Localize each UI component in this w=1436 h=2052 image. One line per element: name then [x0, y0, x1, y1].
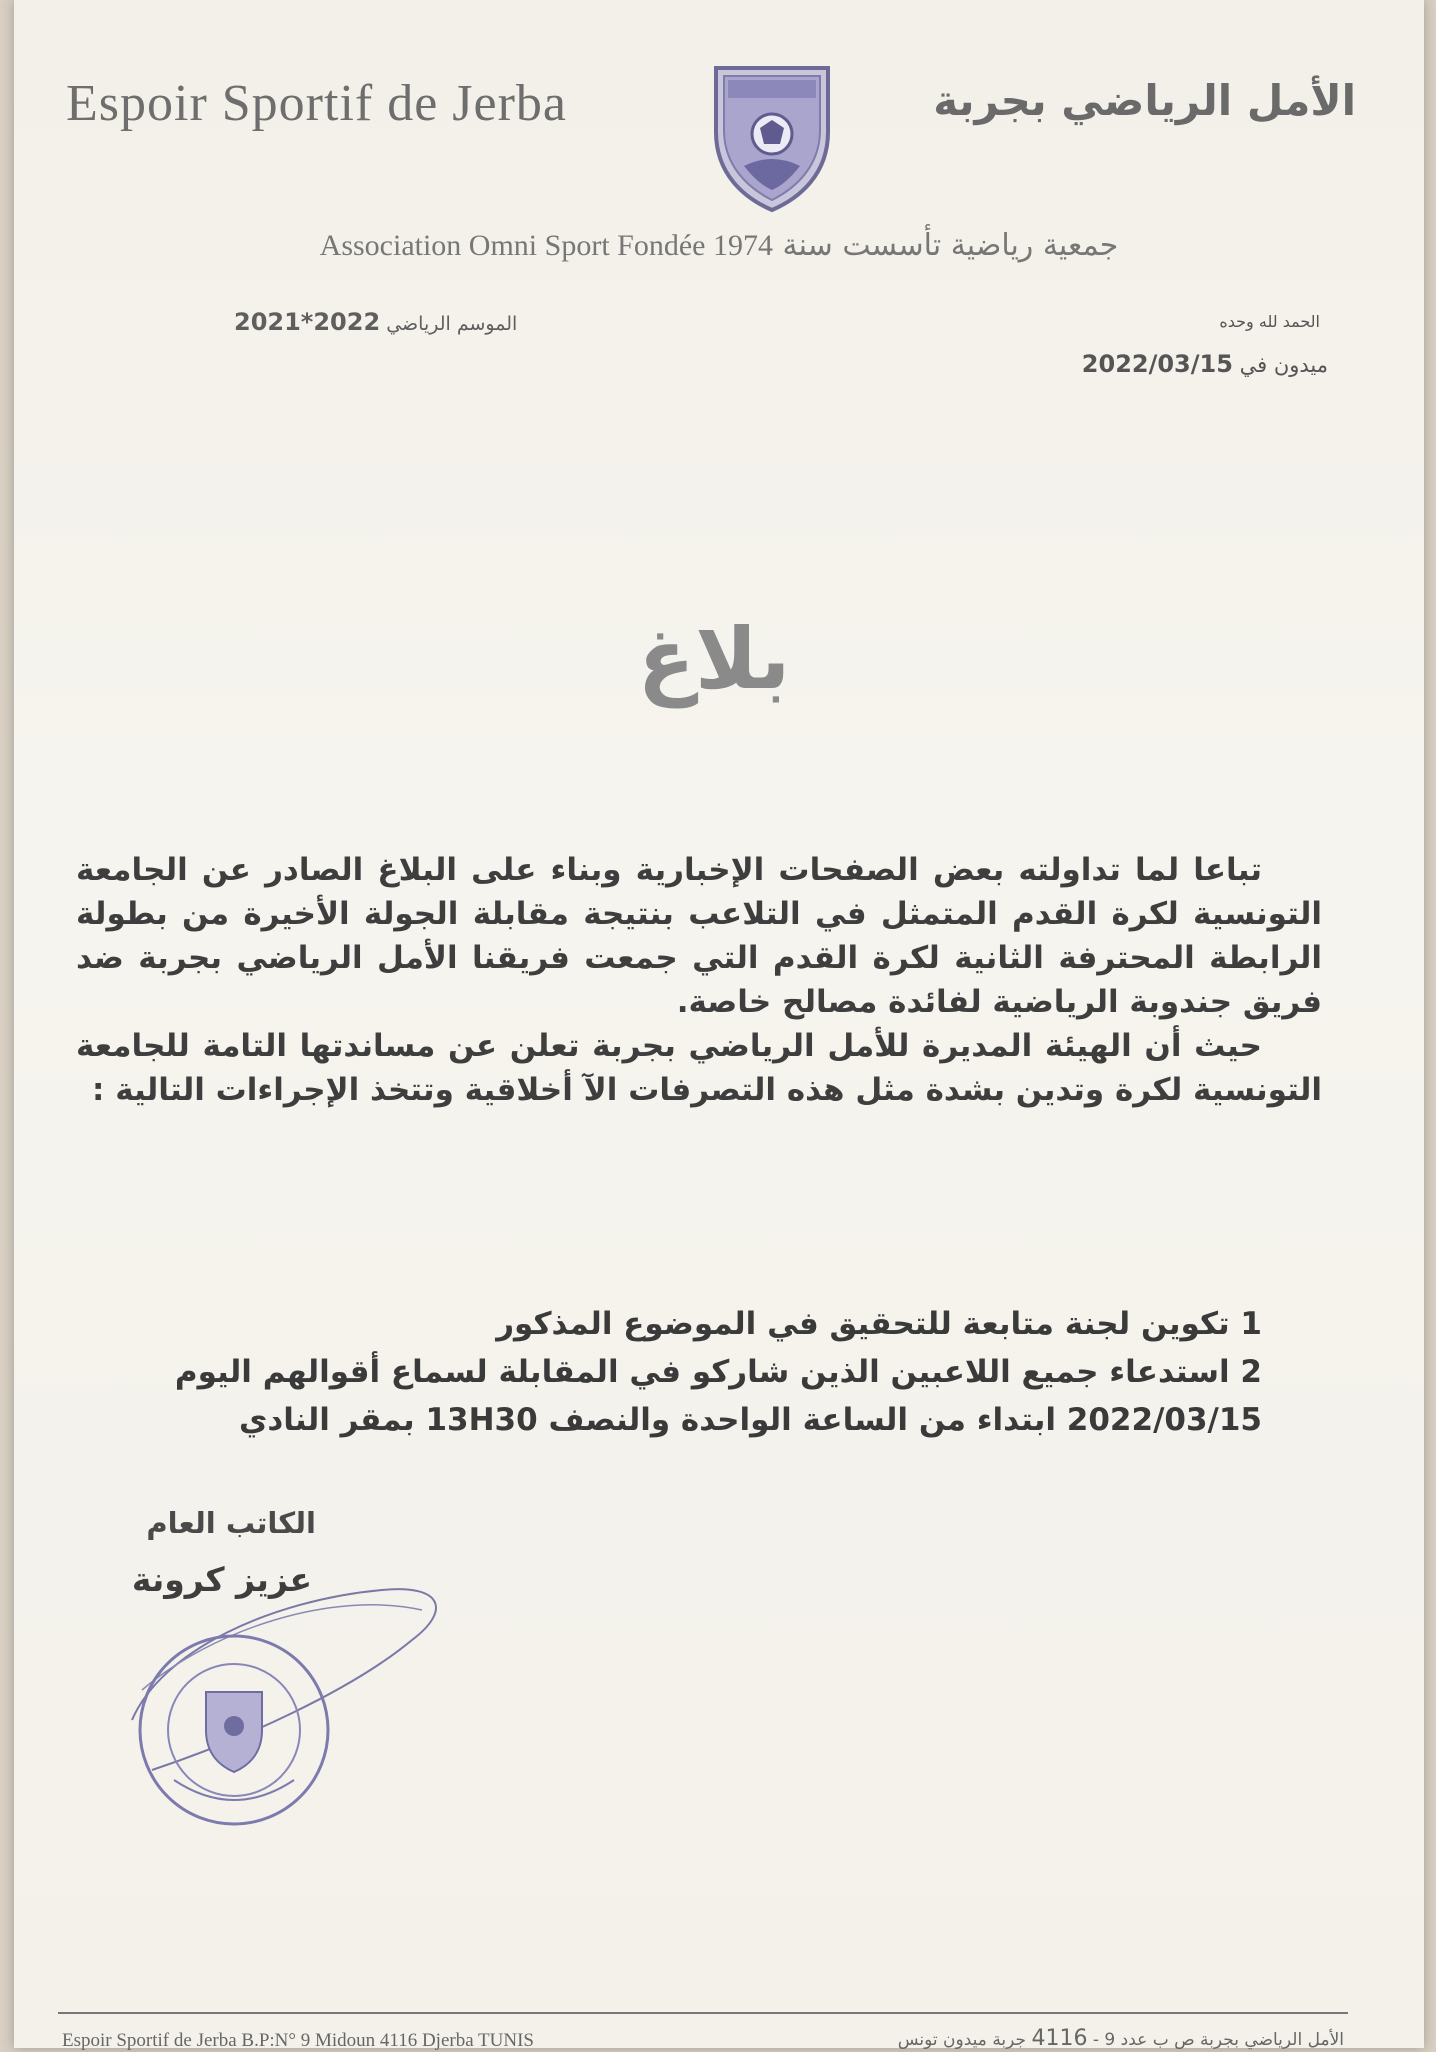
- item-number: 2: [1240, 1354, 1262, 1390]
- footer-divider: [58, 2012, 1348, 2014]
- item-continuation: 2022/03/15 ابتداء من الساعة الواحدة والنصف 13H30 بمقر النادي: [238, 1402, 1262, 1438]
- season: [234, 308, 517, 336]
- signatory-name: عزيز كرونة: [131, 1560, 312, 1599]
- club-stamp: [134, 1630, 334, 1830]
- footer-address-arabic: [898, 2026, 1344, 2051]
- club-name-arabic: الأمل الرياضي بجربة: [933, 76, 1356, 125]
- paragraph-1: تباعا لما تداولته بعض الصفحات الإخبارية وبناء على البلاغ الصادر عن الجامعة التونسية لكرة القدم المتمثل في التلاعب بنتيجة مقابلة الجولة الأخيرة من بطولة الرابطة المحترفة الثانية لكرة القدم التي جمعت فريقنا الأمل الرياضي بجربة ضد فريق جندوبة الرياضية لفائدة مصالح خاصة.: [76, 852, 1322, 1020]
- date: 2022/03/15: [1081, 350, 1233, 378]
- footer-city: جربة ميدون تونس: [897, 2030, 1027, 2050]
- item-text: تكوين لجنة متابعة للتحقيق في الموضوع المذكور: [496, 1306, 1230, 1342]
- paragraph-2: حيث أن الهيئة المديرة للأمل الرياضي بجربة تعلن عن مساندتها التامة للجامعة التونسية لكرة وتدين بشدة مثل هذه التصرفات الآ أخلاقية وتتخذ الإجراءات التالية :: [76, 1028, 1322, 1108]
- association-arabic: جمعية رياضية تأسست سنة: [782, 228, 1119, 263]
- praise-line: الحمد لله وحده: [1219, 312, 1320, 331]
- statement-body: [76, 848, 1322, 1112]
- measures-list: [76, 1300, 1262, 1444]
- item-number: 1: [1240, 1306, 1262, 1342]
- club-name-french: Espoir Sportif de Jerba: [66, 75, 568, 132]
- association-french: Association Omni Sport Fondée 1974: [319, 229, 773, 262]
- place: ميدون في: [1239, 353, 1328, 377]
- place-date: [1082, 350, 1328, 378]
- season-label: الموسم الرياضي: [386, 313, 518, 335]
- document-title: بلاغ: [637, 610, 791, 708]
- letter-page: [14, 0, 1424, 2051]
- association-line: [14, 228, 1424, 263]
- season-value: 2021*2022: [234, 308, 381, 336]
- item-text: استدعاء جميع اللاعبين الذين شاركو في المقابلة لسماع أقوالهم اليوم: [174, 1354, 1230, 1390]
- list-item: [76, 1300, 1262, 1348]
- footer-address-arabic-text: الأمل الرياضي بجربة ص ب عدد 9 -: [1092, 2030, 1344, 2050]
- signatory-title: الكاتب العام: [146, 1506, 316, 1540]
- footer-address-french: Espoir Sportif de Jerba B.P:N° 9 Midoun 4116 Djerba TUNIS: [62, 2030, 535, 2051]
- club-logo: [710, 62, 834, 214]
- footer-postal-code: 4116: [1031, 2026, 1088, 2051]
- list-item: [76, 1348, 1262, 1396]
